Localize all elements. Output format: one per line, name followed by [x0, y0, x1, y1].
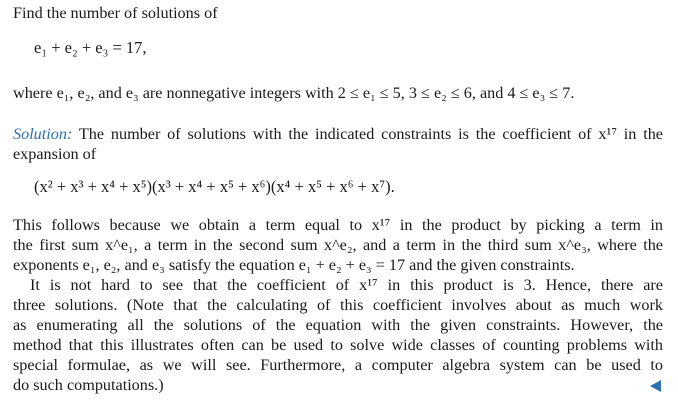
problem-equation: e₁ + e₂ + e₃ = 17, — [34, 38, 147, 57]
para2-line3: as enumerating all the solutions of the equation with the given constraints. However, the — [13, 316, 663, 334]
problem-prompt: Find the number of solutions of — [13, 4, 218, 22]
solution-intro-line2: expansion of — [13, 145, 97, 163]
generating-function-product: (x² + x³ + x⁴ + x⁵)(x³ + x⁴ + x⁵ + x⁶)(x⁴ + x⁵ + x⁶ + x⁷). — [34, 177, 395, 196]
solution-label: Solution: — [13, 125, 73, 143]
para2-line6: do such computations.) — [13, 376, 164, 394]
para1-line2: the first sum x^e₁, a term in the second sum x^e₂, and a term in the third sum x^e₃, where the — [13, 236, 663, 254]
solution-intro-line1 — [13, 124, 663, 144]
para1-line3: exponents e₁, e₂, and e₃ satisfy the equation e₁ + e₂ + e₃ = 17 and the given constraints. — [13, 256, 575, 274]
para2-line4: method that this illustrates often can be used to solve wide classes of counting problems with — [13, 336, 663, 354]
end-of-solution-triangle-icon — [650, 380, 661, 392]
para2-line2: three solutions. (Note that the calculating of this coefficient involves about as much work — [13, 296, 663, 314]
para1-line1: This follows because we obtain a term equal to x¹⁷ in the product by picking a term in — [13, 216, 663, 234]
problem-constraint: where e₁, e₂, and e₃ are nonnegative integers with 2 ≤ e₁ ≤ 5, 3 ≤ e₂ ≤ 6, and 4 ≤ e₃ ≤ 7. — [13, 84, 575, 102]
para2-line5: special formulae, as we will see. Furthermore, a computer algebra system can be used to — [13, 356, 663, 374]
para2-line1: It is not hard to see that the coefficient of x¹⁷ in this product is 3. Hence, there are — [30, 276, 663, 294]
solution-intro-text: The number of solutions with the indicated constraints is the coefficient of x¹⁷ in the — [78, 125, 663, 143]
